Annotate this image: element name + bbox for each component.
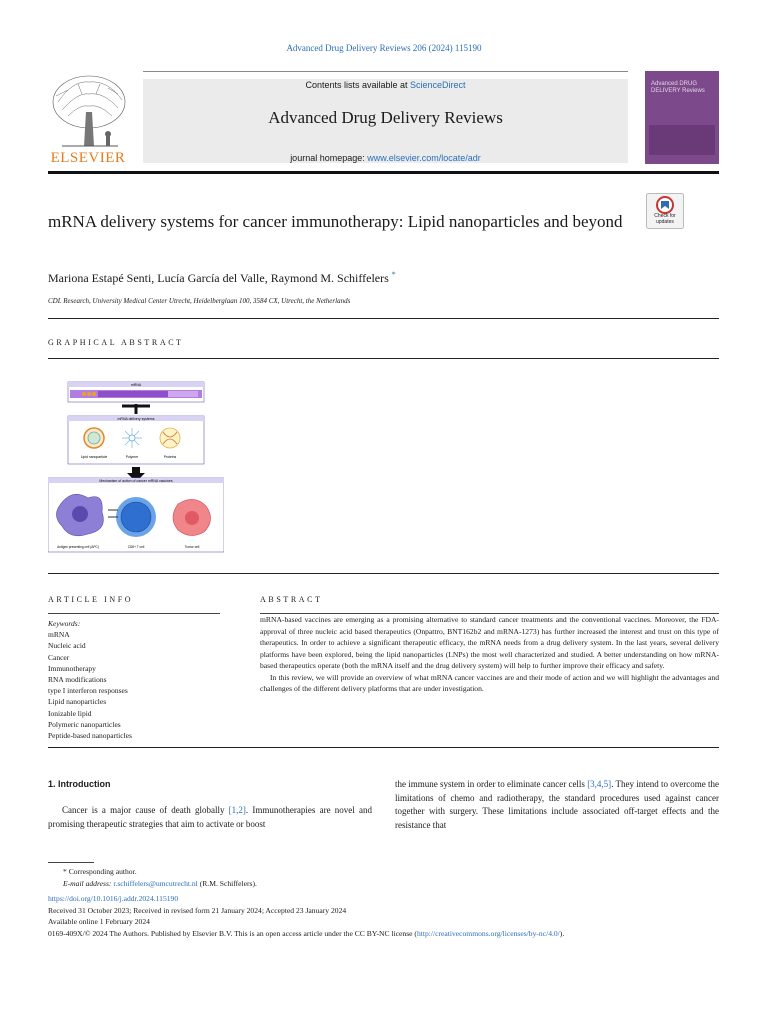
citation-link[interactable]: [3,4,5]	[587, 779, 612, 789]
rule-above-graphical-abstract	[48, 318, 719, 319]
license-link[interactable]: http://creativecommons.org/licenses/by-nc/4.0/	[416, 928, 560, 938]
affiliation: CDL Research, University Medical Center Utrecht, Heidelberglaan 100, 3584 CX, Utrecht, the Netherlands	[48, 297, 351, 305]
body-text: the immune system in order to eliminate cancer cells	[395, 779, 588, 789]
keyword: RNA modifications	[48, 675, 107, 685]
keywords-block	[48, 618, 238, 741]
body-text: . Immunotherapies are novel and promising therapeutic strategies that aim to activate or boost	[48, 805, 372, 829]
contents-prefix: Contents lists available at	[305, 80, 411, 90]
authors: Mariona Estapé Senti, Lucía García del Valle, Raymond M. Schiffelers	[48, 271, 389, 285]
keyword: mRNA	[48, 630, 70, 640]
journal-cover-title: Advanced DRUG DELIVERY Reviews	[651, 81, 705, 94]
mechanism-panel-title: Mechanism of action of cancer mRNA vaccines	[99, 479, 173, 483]
license-suffix: ).	[559, 928, 565, 938]
abstract-body	[260, 614, 719, 695]
article-info-heading: ARTICLE INFO	[48, 595, 134, 604]
article-title: mRNA delivery systems for cancer immunotherapy: Lipid nanoparticles and beyond	[48, 212, 623, 231]
keyword: Lipid nanoparticles	[48, 697, 107, 707]
license-text: 0169-409X/© 2024 The Authors. Published by Elsevier B.V. This is an open access article under the CC BY-NC license (	[48, 928, 417, 938]
header-divider	[48, 171, 719, 174]
section-heading-introduction: 1. Introduction	[48, 779, 111, 789]
keyword: Peptide-based nanoparticles	[48, 731, 132, 741]
publisher-name[interactable]: ELSEVIER	[50, 150, 126, 166]
rule-article-info	[48, 613, 220, 614]
email-label: E-mail address:	[63, 878, 114, 888]
header-top-rule	[143, 71, 628, 72]
cell-label-tumor-cell: Tumor cell	[184, 545, 200, 549]
citation-link[interactable]: [1,2]	[228, 805, 246, 815]
cell-label-apc: Antigen presenting cell (APC)	[57, 545, 99, 549]
contents-line	[143, 80, 628, 90]
license-line	[48, 928, 719, 940]
email-link[interactable]: r.schiffelers@umcutrecht.nl	[113, 878, 198, 888]
abstract-paragraph: In this review, we will provide an overview of what mRNA cancer vaccines are and their mode of action and we will highlight the advantages and challenges of the different delivery platforms that are under investigation.	[260, 672, 719, 693]
journal-cover-band	[649, 125, 715, 155]
corresponding-author-note: * Corresponding author.	[63, 867, 137, 876]
journal-homepage-link[interactable]: www.elsevier.com/locate/adr	[367, 153, 481, 163]
carrier-label-polymer: Polymer	[125, 455, 139, 459]
body-column-left	[48, 804, 372, 831]
graphical-abstract-heading: GRAPHICAL ABSTRACT	[48, 338, 184, 347]
footnote-rule	[48, 862, 94, 863]
rule-below-abstract	[48, 747, 719, 748]
keywords-label: Keywords:	[48, 619, 81, 628]
keyword: Nucleic acid	[48, 641, 86, 651]
rule-above-article-info	[48, 573, 719, 574]
authors-line	[48, 270, 396, 286]
keyword: Polymeric nanoparticles	[48, 719, 121, 729]
sciencedirect-link[interactable]: ScienceDirect	[410, 80, 466, 90]
check-for-updates-badge[interactable]	[646, 193, 684, 229]
email-line	[48, 878, 719, 890]
body-text: . They intend to overcome the limitations of chemo and radiotherapy, the standard procedures used against cancer together with surgery. These limitations include associated off-target effects and the resistance that	[395, 779, 719, 830]
keyword: Immunotherapy	[48, 663, 96, 673]
journal-title: Advanced Drug Delivery Reviews	[268, 108, 503, 127]
body-text: Cancer is a major cause of death globally	[62, 805, 229, 815]
email-suffix: (R.M. Schiffelers).	[197, 878, 257, 888]
footnotes	[48, 866, 719, 939]
journal-citation[interactable]: Advanced Drug Delivery Reviews 206 (2024) 115190	[286, 43, 482, 53]
abstract-heading: ABSTRACT	[260, 595, 323, 604]
keyword: Cancer	[48, 652, 70, 662]
mrna-panel-title: mRNA	[130, 383, 142, 387]
keyword: type I interferon responses	[48, 686, 128, 696]
cell-label-t-cell: CD8+ T cell	[127, 545, 145, 549]
homepage-prefix: journal homepage:	[290, 153, 368, 163]
homepage-line	[143, 153, 628, 163]
available-online: Available online 1 February 2024	[48, 917, 150, 926]
keyword: Ionizable lipid	[48, 708, 92, 718]
rule-below-graphical-abstract-heading	[48, 358, 719, 359]
doi-link[interactable]: https://doi.org/10.1016/j.addr.2024.115190	[48, 894, 179, 903]
corresponding-author-mark[interactable]: *	[391, 270, 396, 279]
graphical-abstract-figure[interactable]	[48, 380, 224, 553]
delivery-panel-title: mRNA delivery systems	[117, 417, 155, 421]
received-dates: Received 31 October 2023; Received in revised form 21 January 2024; Accepted 23 January 2024	[48, 905, 347, 915]
body-column-right	[395, 778, 719, 832]
abstract-paragraph: mRNA-based vaccines are emerging as a promising alternative to standard cancer treatments and the conventional vaccines. Moreover, the FDA-approval of three nucleic acid based therapeutics (Onpattro, BNT162b2 and mRNA-1273) has further increased the interest and trust on this type of therapeutics. In order to achieve a significant therapeutic efficacy, the mRNA needs from a drug delivery system. In the last years, several delivery platforms have been explored, being the lipid nanoparticles (LNPs) the most well characterized and studied. A better understanding on how mRNA-based therapeutics operate (both the mRNA itself and the drug delivery system) will help to further improve their efficacy and safety.	[260, 615, 719, 670]
crossmark-label: Check for updates	[654, 213, 676, 225]
carrier-label-proteins: Proteins	[163, 455, 177, 459]
carrier-label-lipid-nanoparticle: Lipid nanoparticle	[80, 455, 108, 459]
